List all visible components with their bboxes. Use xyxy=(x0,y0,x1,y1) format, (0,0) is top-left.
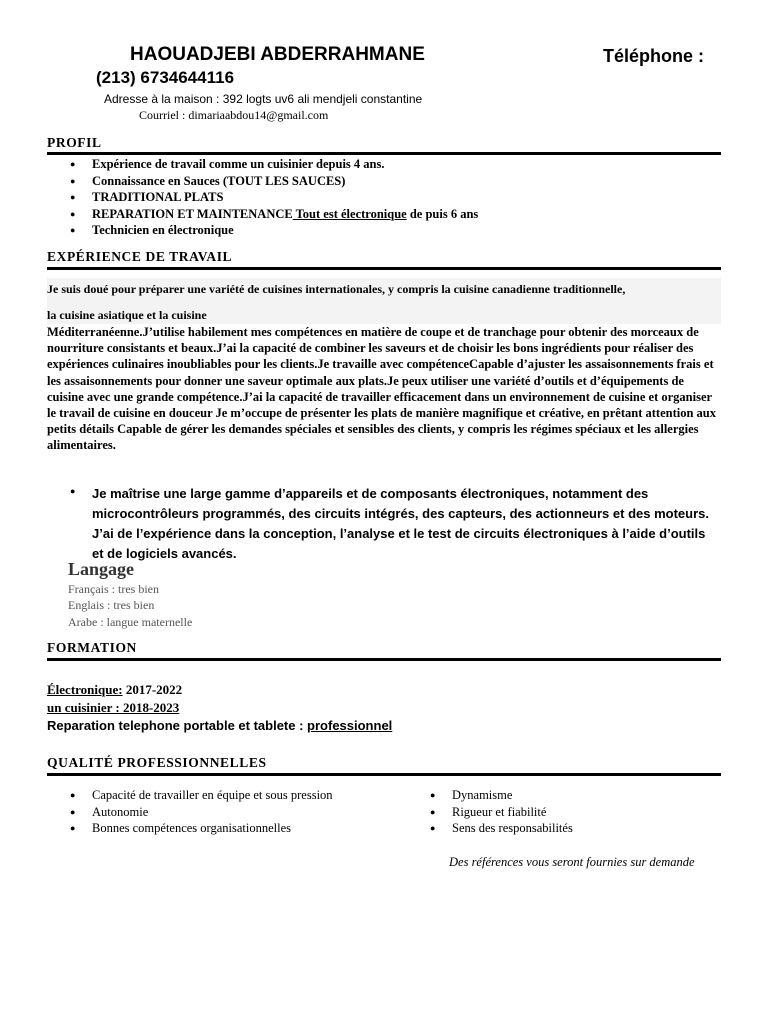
section-title-experience: EXPÉRIENCE DE TRAVAIL xyxy=(47,249,233,264)
qualites-right-list xyxy=(430,787,573,837)
language-item: Français : tres bien xyxy=(68,582,159,596)
repair-underlined: Tout est électronique xyxy=(292,206,407,221)
list-item: ● Sens des responsabilités xyxy=(430,820,573,837)
formation-label: Reparation telephone portable et tablete : xyxy=(47,718,308,733)
formation-label: Électronique: xyxy=(47,682,123,697)
qualites-left-list xyxy=(70,787,333,837)
repair-prefix: REPARATION ET MAINTENANCE xyxy=(92,206,293,221)
language-item: Englais : tres bien xyxy=(68,598,155,612)
phone-label: Téléphone : xyxy=(603,46,705,66)
candidate-name: HAOUADJEBI ABDERRAHMANE xyxy=(130,44,425,65)
list-item: ● Rigueur et fiabilité xyxy=(430,804,573,821)
section-divider xyxy=(47,773,721,776)
section-divider xyxy=(47,152,721,155)
section-title-profil: PROFIL xyxy=(47,135,102,150)
bullet-icon: ● xyxy=(70,486,76,496)
language-item: Arabe : langue maternelle xyxy=(68,615,193,629)
list-item: ● Autonomie xyxy=(70,804,333,821)
experience-intro-line: Je suis doué pour préparer une variété de cuisines internationales, y compris la cuisine canadienne traditionnelle, xyxy=(47,282,626,296)
phone-number: (213) 6734644116 xyxy=(96,68,235,87)
section-divider xyxy=(47,267,721,270)
section-title-formation: FORMATION xyxy=(47,640,137,655)
electronics-bullet xyxy=(70,484,720,564)
section-title-qualites: QUALITÉ PROFESSIONNELLES xyxy=(47,755,267,770)
list-item: ● Bonnes compétences organisationnelles xyxy=(70,820,333,837)
list-item: ● Connaissance en Sauces (TOUT LES SAUCES) xyxy=(70,173,478,190)
list-item: ● Technicien en électronique xyxy=(70,222,478,239)
formation-label: un cuisinier : xyxy=(47,700,123,715)
section-divider xyxy=(47,658,721,661)
list-item: ● Expérience de travail comme un cuisinier depuis 4 ans. xyxy=(70,156,478,173)
experience-intro-line: la cuisine asiatique et la cuisine xyxy=(47,308,207,322)
electronics-text: Je maîtrise une large gamme d’appareils et de composants électroniques, notamment des microcontrôleurs programmés, des circuits intégrés, des capteurs, des actionneurs et des moteurs. J’ai de l’expérience dans la conception, l’analyse et le test de circuits électroniques à l’aide d’outils et de logiciels avancés. xyxy=(92,486,709,561)
list-item: ● Capacité de travailler en équipe et sous pression xyxy=(70,787,333,804)
references-note: Des références vous seront fournies sur demande xyxy=(449,855,695,869)
formation-reparation xyxy=(47,718,392,733)
list-item: ● Dynamisme xyxy=(430,787,573,804)
repair-suffix: de puis 6 ans xyxy=(406,206,479,221)
profil-list xyxy=(70,156,478,239)
formation-electronique xyxy=(47,682,182,698)
section-title-langage: Langage xyxy=(68,559,135,579)
formation-level: professionnel xyxy=(307,718,393,733)
formation-years: 2018-2023 xyxy=(122,700,180,715)
email-address: Courriel : dimariaabdou14@gmail.com xyxy=(139,108,329,122)
home-address: Adresse à la maison : 392 logts uv6 ali mendjeli constantine xyxy=(104,92,423,106)
experience-paragraph: Méditerranéenne.J’utilise habilement mes compétences en matière de coupe et de tranchage pour obtenir des morceaux de nourriture consistants et beaux.J’ai la capacité de combiner les saveurs et de choisir les bons ingrédients pour réaliser des expériences culinaires inoubliables pour les clients.Je travaille avec compétenceCapable d’ajuster les assaisonnements frais et les assaisonnements pour donner une saveur optimale aux plats.Je peux utiliser une variété d’outils et d’équipements de cuisine avec une grande compétence.J’ai la capacité de travailler efficacement dans un environnement de cuisine et organiser le travail de cuisine en douceur Je m’occupe de présenter les plats de manière magnifique et créative, en prêtant attention aux petits détails Capable de gérer les demandes spéciales et sensibles des clients, y compris les régimes spéciaux et les allergies alimentaires. xyxy=(47,325,717,453)
list-item: ● TRADITIONAL PLATS xyxy=(70,189,478,206)
list-item xyxy=(70,206,478,223)
formation-years: 2017-2022 xyxy=(122,682,183,697)
formation-cuisinier xyxy=(47,700,179,716)
